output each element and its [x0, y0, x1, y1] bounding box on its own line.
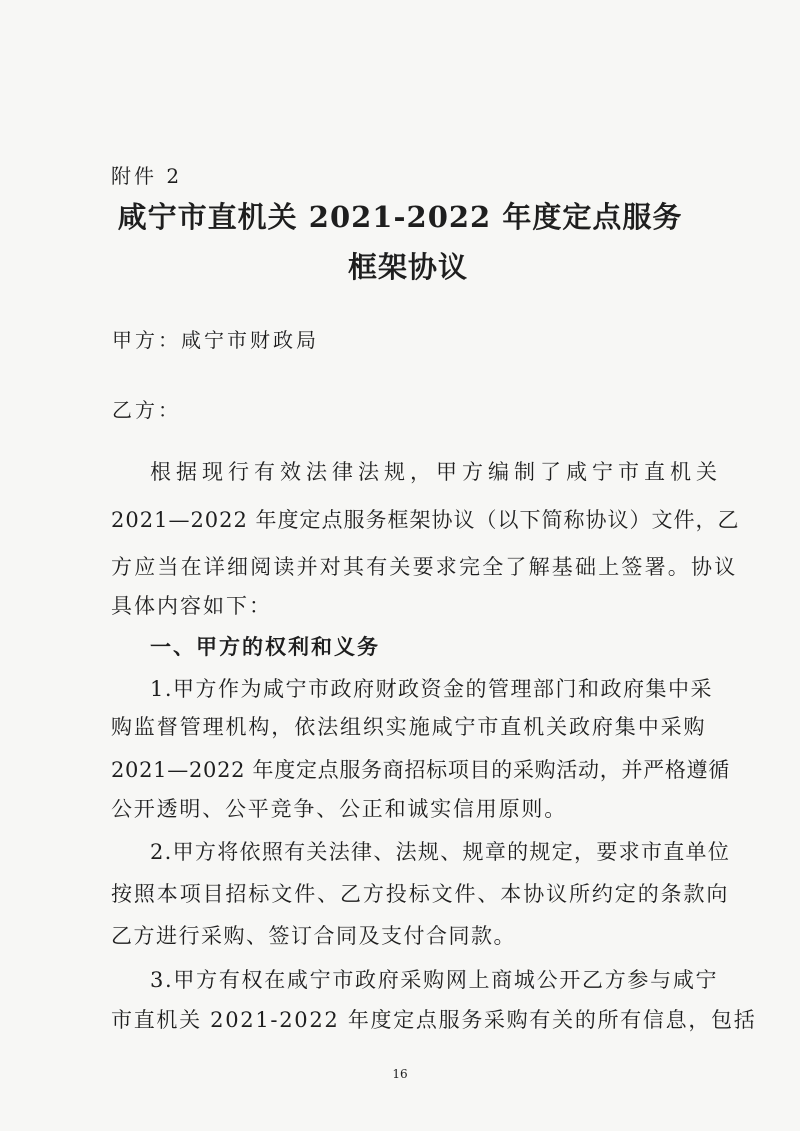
intro-line-4: 具体内容如下：: [111, 594, 272, 618]
party-b: 乙方：: [112, 398, 181, 422]
document-title-line-1: 咸宁市直机关 2021-2022 年度定点服务: [117, 200, 683, 234]
page-number: 16: [392, 1067, 408, 1081]
attachment-label: 附件 2: [111, 164, 183, 188]
document-title-line-2: 框架协议: [347, 250, 468, 284]
intro-line-1: 根据现行有效法律法规，甲方编制了咸宁市直机关: [150, 460, 722, 484]
item2-line-1: 2.甲方将依照有关法律、法规、规章的规定，要求市直单位: [150, 840, 731, 864]
section-heading-party-a-rights: 一、甲方的权利和义务: [150, 634, 380, 659]
item1-line-1: 1.甲方作为咸宁市政府财政资金的管理部门和政府集中采: [150, 677, 714, 701]
intro-line-3: 方应当在详细阅读并对其有关要求完全了解基础上签署。协议: [111, 555, 738, 579]
item1-line-3: 2021—2022 年度定点服务商招标项目的采购活动，并严格遵循: [111, 758, 730, 782]
item1-line-4: 公开透明、公平竞争、公正和诚实信用原则。: [111, 797, 567, 821]
intro-line-2: 2021—2022 年度定点服务框架协议（以下简称协议）文件，乙: [111, 508, 740, 532]
item3-line-1: 3.甲方有权在咸宁市政府采购网上商城公开乙方参与咸宁: [150, 968, 719, 992]
item3-line-2: 市直机关 2021-2022 年度定点服务采购有关的所有信息，包括: [111, 1008, 757, 1032]
item2-line-3: 乙方进行采购、签订合同及支付合同款。: [111, 924, 516, 948]
party-a: 甲方：咸宁市财政局: [112, 328, 319, 352]
item1-line-2: 购监督管理机构，依法组织实施咸宁市直机关政府集中采购: [111, 715, 707, 739]
item2-line-2: 按照本项目招标文件、乙方投标文件、本协议所约定的条款向: [111, 882, 730, 906]
